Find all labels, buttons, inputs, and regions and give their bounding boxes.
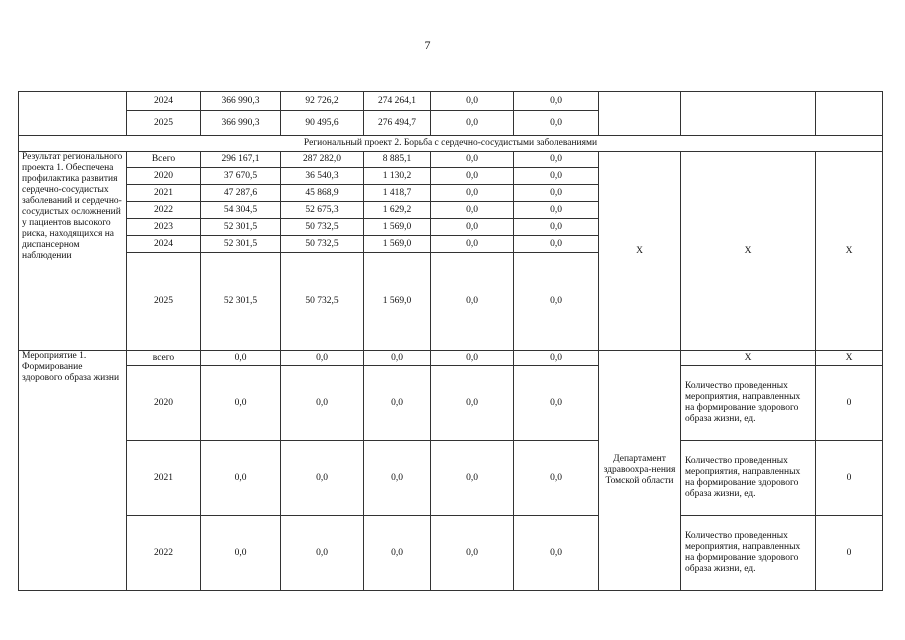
year-cell: 2022 — [127, 202, 201, 219]
amount-cell: 0,0 — [514, 92, 599, 111]
amount-cell: 0,0 — [364, 351, 431, 366]
total-cell: 0,0 — [201, 516, 281, 591]
year-cell: Всего — [127, 152, 201, 168]
year-cell: 2025 — [127, 253, 201, 351]
amount-cell: 50 732,5 — [281, 236, 364, 253]
amount-cell: 0,0 — [281, 441, 364, 516]
amount-cell: 0,0 — [514, 202, 599, 219]
x-mark: X — [681, 152, 816, 351]
section-header-row — [19, 136, 883, 152]
amount-cell: 1 569,0 — [364, 236, 431, 253]
year-cell: 2023 — [127, 219, 201, 236]
indicator-cell — [681, 92, 816, 136]
amount-cell: 274 264,1 — [364, 92, 431, 111]
amount-cell: 0,0 — [431, 202, 514, 219]
x-mark: X — [599, 152, 681, 351]
year-cell: 2024 — [127, 92, 201, 111]
amount-cell: 0,0 — [514, 351, 599, 366]
amount-cell: 0,0 — [431, 92, 514, 111]
amount-cell: 0,0 — [514, 111, 599, 136]
amount-cell: 0,0 — [431, 366, 514, 441]
amount-cell: 0,0 — [281, 351, 364, 366]
year-cell: 2020 — [127, 366, 201, 441]
total-cell: 52 301,5 — [201, 253, 281, 351]
amount-cell: 0,0 — [431, 351, 514, 366]
amount-cell: 0,0 — [281, 516, 364, 591]
amount-cell: 0,0 — [514, 168, 599, 185]
indicator-value: 0 — [816, 441, 883, 516]
amount-cell: 0,0 — [514, 152, 599, 168]
amount-cell: 0,0 — [431, 253, 514, 351]
amount-cell: 36 540,3 — [281, 168, 364, 185]
amount-cell: 0,0 — [514, 236, 599, 253]
amount-cell: 1 629,2 — [364, 202, 431, 219]
x-mark: X — [681, 351, 816, 366]
total-cell: 37 670,5 — [201, 168, 281, 185]
year-cell: 2024 — [127, 236, 201, 253]
amount-cell: 287 282,0 — [281, 152, 364, 168]
amount-cell: 50 732,5 — [281, 219, 364, 236]
year-cell: 2020 — [127, 168, 201, 185]
value-cell — [816, 92, 883, 136]
amount-cell: 0,0 — [364, 441, 431, 516]
amount-cell: 0,0 — [281, 366, 364, 441]
amount-cell: 0,0 — [514, 253, 599, 351]
amount-cell: 0,0 — [431, 168, 514, 185]
indicator-text: Количество проведенных мероприятия, направленных на формирование здорового образа жизни, ед. — [681, 441, 816, 516]
table-row — [19, 441, 883, 516]
year-cell: всего — [127, 351, 201, 366]
x-mark: X — [816, 152, 883, 351]
total-cell: 0,0 — [201, 441, 281, 516]
year-cell: 2022 — [127, 516, 201, 591]
amount-cell: 8 885,1 — [364, 152, 431, 168]
table-row — [19, 351, 883, 366]
total-cell: 54 304,5 — [201, 202, 281, 219]
amount-cell: 0,0 — [431, 516, 514, 591]
amount-cell: 92 726,2 — [281, 92, 364, 111]
year-cell: 2025 — [127, 111, 201, 136]
page-number: 7 — [424, 38, 431, 52]
executor-cell: Департамент здравоохра-нения Томской области — [599, 351, 681, 591]
continued-label-cell — [19, 92, 127, 136]
indicator-value: 0 — [816, 366, 883, 441]
table-row — [19, 92, 883, 111]
budget-table — [18, 91, 883, 591]
amount-cell: 1 418,7 — [364, 185, 431, 202]
amount-cell: 276 494,7 — [364, 111, 431, 136]
indicator-value: 0 — [816, 516, 883, 591]
amount-cell: 0,0 — [514, 516, 599, 591]
amount-cell: 0,0 — [364, 366, 431, 441]
amount-cell: 0,0 — [431, 152, 514, 168]
result-label: Результат регионального проекта 1. Обеспечена профилактика развития сердечно-сосудистых заболеваний и сердечно-сосудистых осложнений у пациентов высокого риска, находящихся на диспансерном наблюдении — [19, 152, 127, 351]
table-row — [19, 152, 883, 168]
total-cell: 366 990,3 — [201, 92, 281, 111]
total-cell: 366 990,3 — [201, 111, 281, 136]
amount-cell: 1 130,2 — [364, 168, 431, 185]
year-cell: 2021 — [127, 185, 201, 202]
amount-cell: 50 732,5 — [281, 253, 364, 351]
amount-cell: 90 495,6 — [281, 111, 364, 136]
amount-cell: 45 868,9 — [281, 185, 364, 202]
total-cell: 0,0 — [201, 366, 281, 441]
amount-cell: 1 569,0 — [364, 219, 431, 236]
total-cell: 296 167,1 — [201, 152, 281, 168]
total-cell: 52 301,5 — [201, 236, 281, 253]
amount-cell: 0,0 — [431, 236, 514, 253]
indicator-text: Количество проведенных мероприятия, направленных на формирование здорового образа жизни, ед. — [681, 366, 816, 441]
year-cell: 2021 — [127, 441, 201, 516]
total-cell: 0,0 — [201, 351, 281, 366]
amount-cell: 0,0 — [514, 441, 599, 516]
total-cell: 47 287,6 — [201, 185, 281, 202]
amount-cell: 0,0 — [431, 441, 514, 516]
executor-cell — [599, 92, 681, 136]
section-title: Региональный проект 2. Борьба с сердечно-сосудистыми заболеваниями — [19, 136, 883, 152]
table-row — [19, 366, 883, 441]
measure-label: Мероприятие 1. Формирование здорового образа жизни — [19, 351, 127, 591]
amount-cell: 0,0 — [431, 111, 514, 136]
x-mark: X — [816, 351, 883, 366]
total-cell: 52 301,5 — [201, 219, 281, 236]
amount-cell: 0,0 — [514, 219, 599, 236]
amount-cell: 0,0 — [364, 516, 431, 591]
amount-cell: 0,0 — [514, 366, 599, 441]
amount-cell: 0,0 — [514, 185, 599, 202]
amount-cell: 0,0 — [431, 219, 514, 236]
amount-cell: 1 569,0 — [364, 253, 431, 351]
amount-cell: 0,0 — [431, 185, 514, 202]
table-row — [19, 516, 883, 591]
indicator-text: Количество проведенных мероприятия, направленных на формирование здорового образа жизни, ед. — [681, 516, 816, 591]
amount-cell: 52 675,3 — [281, 202, 364, 219]
